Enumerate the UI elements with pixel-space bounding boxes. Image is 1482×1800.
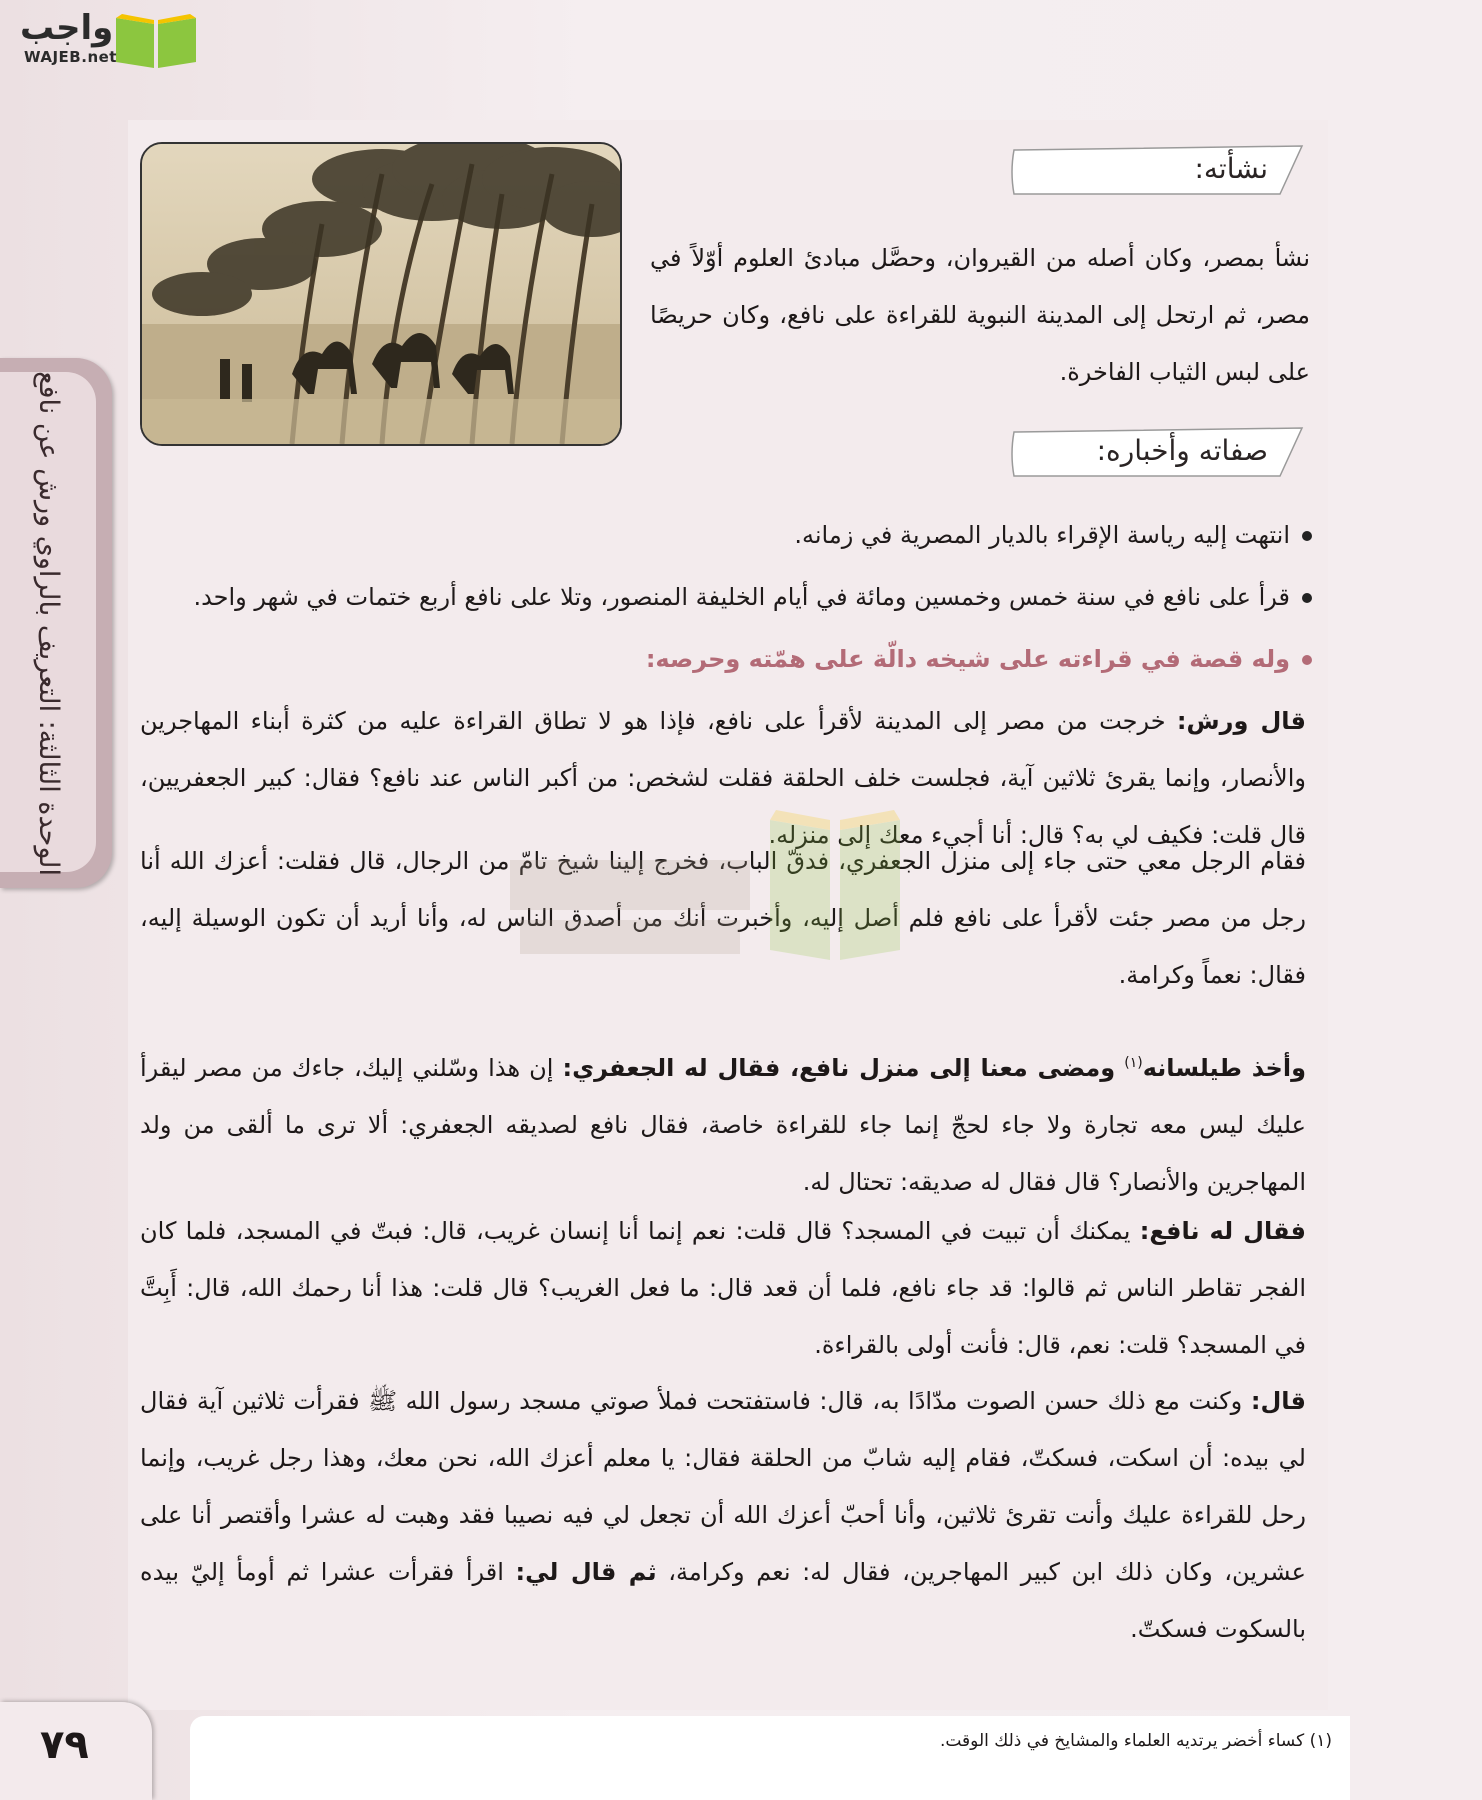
bullet-dot [1302, 593, 1312, 603]
story-paragraph [140, 1035, 1306, 1211]
palm-oasis-image [142, 144, 620, 444]
paragraph-text: وكنت مع ذلك حسن الصوت مدّادًا به، قال: فاستفتحت فملأ صوتي مسجد رسول الله ﷺ فقرأت ثلاثين آية فقال لي بيده: أن اسكت، فسكتّ، فقام إليه شابّ من الحلقة فقال: يا معلم أعزك الله، نحن معك، وهذا رجل غريب، وإنما رحل للقراءة عليك وأنت تقرئ ثلاثين، وأنا أحبّ أعزك الله أن تجعل لي فيه نصيبا فقد وهبت له عشرا وأقتصر أنا على عشرين، وكان ذلك ابن كبير المهاجرين، فقال له: نعم وكرامة، [140, 1387, 1306, 1586]
paragraph-text: خرجت من مصر إلى المدينة لأقرأ على نافع، فإذا هو لا تطاق القراءة عليه من كثرة أبناء المهاجرين والأنصار، وإنما يقرئ ثلاثين آية، فجلست خلف الحلقة فقلت لشخص: من أكبر الناس عند نافع؟ فقال: كبير الجعفريين، قال قلت: فكيف لي به؟ قال: أنا أجيء معك إلى منزله. [140, 707, 1306, 849]
bullet-item: قرأ على نافع في سنة خمس وخمسين ومائة في أيام الخليفة المنصور، وتلا على نافع أربع ختمات في شهر واحد. [193, 577, 1312, 617]
speaker-lead: قال: [1250, 1387, 1306, 1415]
speaker-lead: فقال له نافع: [1139, 1217, 1306, 1245]
bullet-item-highlight: وله قصة في قراءته على شيخه دالّة على همّته وحرصه: [646, 639, 1312, 679]
paragraph-text: فقام الرجل معي حتى جاء إلى منزل الجعفري، فدقّ الباب، فخرج إلينا شيخ تامّ من الرجال، قال فقلت: أعزك الله أنا رجل من مصر جئت لأقرأ على نافع فلم أصل إليه، وأخبرت أنك من أصدق الناس له، وأنا أريد أن تكون الوسيلة إليه، فقال: نعماً وكرامة. [140, 847, 1306, 989]
story-paragraph [140, 833, 1306, 1004]
bullet-dot [1302, 655, 1312, 665]
unit-side-tab [0, 358, 112, 888]
wajeb-logo[interactable] [12, 6, 192, 72]
story-paragraph [140, 1373, 1306, 1658]
oasis-photo [140, 142, 622, 446]
paragraph-text: اقرأ فقرأت عشرا ثم أومأ إليّ بيده بالسكوت فسكتّ. [140, 1558, 1306, 1643]
speaker-lead: وأخذ طيلسانه [1142, 1054, 1307, 1082]
heading-upbringing [1008, 142, 1308, 196]
footnote-text: (١) كساء أخضر يرتديه العلماء والمشايخ في ذلك الوقت. [939, 1731, 1332, 1751]
heading-traits [1008, 424, 1308, 478]
heading-traits-text: صفاته وأخباره: [1096, 434, 1268, 467]
speaker-lead-bold: ثم قال لي: [515, 1558, 657, 1586]
paragraph-text: يمكنك أن تبيت في المسجد؟ قال قلت: نعم إنما أنا إنسان غريب، قال: فبتّ في المسجد، فلما كان الفجر تقاطر الناس ثم قالوا: قد جاء نافع، فلما أن قعد قال: ما فعل الغريب؟ قال قلت: هذا أنا رحمك الله، قال: أَبِتَّ في المسجد؟ قلت: نعم، قال: فأنت أولى بالقراءة. [140, 1217, 1306, 1359]
logo-text-english: WAJEB.net [24, 48, 117, 66]
story-paragraph [140, 1203, 1306, 1374]
intro-paragraph: نشأ بمصر، وكان أصله من القيروان، وحصَّل مبادئ العلوم أوّلاً في مصر، ثم ارتحل إلى المدينة النبوية للقراءة على نافع، وكان حريصًا على لبس الثياب الفاخرة. [650, 244, 1310, 386]
footnote-box [190, 1716, 1350, 1800]
page-number: ٧٩ [40, 1722, 89, 1768]
speaker-lead: قال ورش: [1176, 707, 1307, 735]
logo-text-arabic: واجب [20, 8, 114, 48]
unit-side-tab-inner [0, 371, 96, 876]
speaker-lead-bold: ومضى معنا إلى منزل نافع، فقال له الجعفري: [562, 1054, 1116, 1082]
bullet-dot [1302, 531, 1312, 541]
footnote-ref[interactable]: (١) [1124, 1055, 1143, 1071]
paragraph-text: إن هذا وسّلني إليك، جاءك من مصر ليقرأ عليك ليس معه تجارة ولا جاء لحجّ إنما جاء للقراءة خاصة، فقال نافع لصديقه الجعفري: ألا ترى ما ألقى من ولد المهاجرين والأنصار؟ قال فقال له صديقه: تحتال له. [140, 1054, 1306, 1196]
bullet-item: انتهت إليه رياسة الإقراء بالديار المصرية في زمانه. [794, 515, 1312, 555]
unit-title: الوحدة الثالثة: التعريف بالراوي ورش عن نافع [33, 371, 64, 876]
heading-upbringing-text: نشأته: [1194, 152, 1268, 185]
book-icon [112, 8, 200, 70]
